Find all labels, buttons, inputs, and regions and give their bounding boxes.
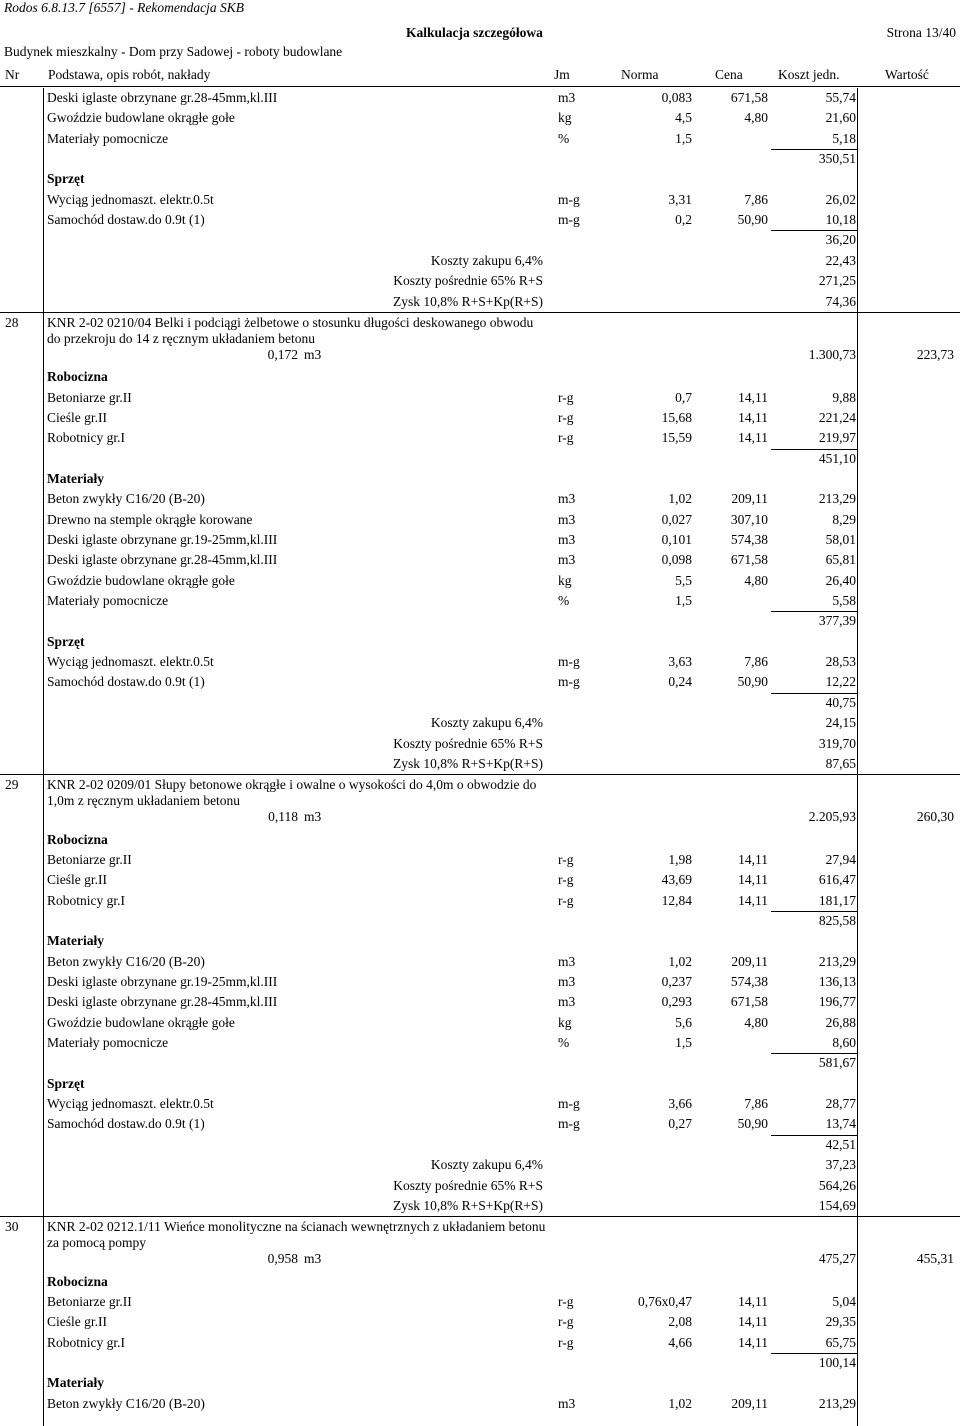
section-subtotal: 42,51 (825, 1137, 856, 1152)
resource-unit: % (558, 593, 570, 608)
resource-norm: 15,68 (661, 410, 692, 425)
resource-name: Wyciąg jednomaszt. elektr.0.5t (47, 192, 214, 207)
position-quantity-unit: m3 (304, 1251, 322, 1266)
resource-name: Wyciąg jednomaszt. elektr.0.5t (47, 654, 214, 669)
resource-unit: m3 (558, 974, 576, 989)
resource-norm: 0,24 (668, 674, 692, 689)
resource-cost: 8,60 (832, 1035, 856, 1050)
resource-name: Robotnicy gr.I (47, 430, 125, 445)
resource-norm: 0,101 (661, 532, 692, 547)
resource-name: Samochód dostaw.do 0.9t (1) (47, 674, 205, 689)
resource-cost: 28,77 (825, 1096, 856, 1111)
resource-price: 209,11 (731, 954, 768, 969)
section-label-materialy: Materiały (47, 471, 104, 486)
subtotal-border (771, 911, 858, 912)
resource-cost: 5,04 (832, 1294, 856, 1309)
resource-norm: 0,293 (661, 994, 692, 1009)
resource-price: 50,90 (737, 212, 768, 227)
resource-unit: m-g (558, 654, 580, 669)
resource-name: Robotnicy gr.I (47, 1335, 125, 1350)
col-cena: Cena (715, 67, 743, 82)
position-quantity-unit: m3 (304, 347, 322, 362)
section-subtotal: 451,10 (818, 451, 856, 466)
resource-cost: 213,29 (818, 1396, 856, 1411)
subtotal-border (771, 449, 858, 450)
position-quantity: 0,118 (268, 809, 298, 824)
header-divider (0, 86, 960, 87)
resource-unit: m3 (558, 1396, 576, 1411)
resource-name: Betoniarze gr.II (47, 1294, 132, 1309)
resource-unit: kg (558, 1015, 572, 1030)
resource-norm: 0,27 (668, 1116, 692, 1131)
resource-unit: kg (558, 110, 572, 125)
section-label-sprzet: Sprzęt (47, 634, 85, 649)
resource-cost: 26,02 (825, 192, 856, 207)
resource-cost: 13,74 (825, 1116, 856, 1131)
position-divider (0, 774, 960, 775)
section-subtotal: 40,75 (825, 695, 856, 710)
resource-name: Deski iglaste obrzynane gr.28-45mm,kl.III (47, 994, 278, 1009)
position-value: 223,73 (916, 347, 954, 362)
resource-norm: 3,31 (668, 192, 692, 207)
position-description: KNR 2-02 0210/04 Belki i podciągi żelbetowe o stosunku długości deskowanego obwodu do przekroju do 14 z ręcznym układaniem betonu (47, 315, 534, 346)
section-label-robocizna: Robocizna (47, 1274, 108, 1289)
resource-name: Drewno na stemple okrągłe korowane (47, 512, 253, 527)
col-jm: Jm (554, 67, 570, 82)
col-koszt-jedn: Koszt jedn. (778, 67, 840, 82)
resource-norm: 1,02 (668, 954, 692, 969)
resource-unit: r-g (558, 852, 574, 867)
resource-name: Gwoździe budowlane okrągłe gołe (47, 110, 235, 125)
resource-unit: m3 (558, 512, 576, 527)
resource-price: 671,58 (730, 90, 768, 105)
resource-price: 50,90 (737, 1116, 768, 1131)
resource-unit: m-g (558, 674, 580, 689)
resource-name: Materiały pomocnicze (47, 1035, 169, 1050)
section-label-materialy: Materiały (47, 933, 104, 948)
resource-cost: 136,13 (818, 974, 856, 989)
resource-name: Gwoździe budowlane okrągłe gołe (47, 1015, 235, 1030)
overhead-value: 22,43 (825, 253, 856, 268)
resource-unit: r-g (558, 1294, 574, 1309)
overhead-label: Koszty pośrednie 65% R+S (393, 273, 543, 288)
resource-price: 14,11 (738, 893, 768, 908)
overhead-label: Koszty zakupu 6,4% (430, 1157, 543, 1172)
resource-cost: 8,29 (832, 512, 856, 527)
overhead-label: Koszty zakupu 6,4% (430, 253, 543, 268)
resource-norm: 0,76x0,47 (638, 1294, 692, 1309)
position-divider (0, 312, 960, 313)
subtotal-border (771, 1135, 858, 1136)
table-left-border (43, 88, 44, 1426)
resource-cost: 65,81 (825, 552, 856, 567)
resource-unit: r-g (558, 872, 574, 887)
resource-cost: 58,01 (825, 532, 856, 547)
col-nr: Nr (5, 67, 20, 82)
resource-cost: 5,18 (832, 131, 856, 146)
position-description: KNR 2-02 0209/01 Słupy betonowe okrągłe i owalne o wysokości do 4,0m o obwodzie do 1,0m z ręcznym układaniem betonu (47, 777, 537, 808)
resource-unit: m3 (558, 552, 576, 567)
resource-cost: 27,94 (825, 852, 856, 867)
resource-name: Cieśle gr.II (47, 1314, 107, 1329)
section-subtotal: 581,67 (818, 1055, 856, 1070)
resource-cost: 9,88 (832, 390, 856, 405)
resource-norm: 1,5 (675, 593, 692, 608)
resource-unit: kg (558, 573, 572, 588)
resource-price: 14,11 (738, 1294, 768, 1309)
section-subtotal: 100,14 (818, 1355, 856, 1370)
resource-name: Beton zwykły C16/20 (B-20) (47, 491, 205, 506)
resource-cost: 10,18 (825, 212, 856, 227)
resource-norm: 5,6 (675, 1015, 692, 1030)
overhead-value: 319,70 (818, 736, 856, 751)
position-unit-cost: 475,27 (818, 1251, 856, 1266)
resource-unit: r-g (558, 410, 574, 425)
position-unit-cost: 2.205,93 (808, 809, 856, 824)
resource-name: Betoniarze gr.II (47, 852, 132, 867)
col-norma: Norma (621, 67, 659, 82)
resource-norm: 1,5 (675, 131, 692, 146)
resource-name: Gwoździe budowlane okrągłe gołe (47, 573, 235, 588)
position-unit-cost: 1.300,73 (808, 347, 856, 362)
subtotal-border (771, 611, 858, 612)
resource-norm: 1,02 (668, 491, 692, 506)
resource-unit: m-g (558, 1096, 580, 1111)
overhead-value: 87,65 (825, 756, 856, 771)
resource-norm: 15,59 (661, 430, 692, 445)
section-label-sprzet: Sprzęt (47, 1076, 85, 1091)
resource-norm: 2,08 (668, 1314, 692, 1329)
subtotal-border (771, 693, 858, 694)
resource-cost: 616,47 (818, 872, 856, 887)
resource-cost: 213,29 (818, 491, 856, 506)
resource-price: 4,80 (744, 573, 768, 588)
resource-price: 50,90 (737, 674, 768, 689)
resource-price: 209,11 (731, 1396, 768, 1411)
resource-name: Wyciąg jednomaszt. elektr.0.5t (47, 1096, 214, 1111)
position-number: 30 (5, 1219, 19, 1234)
resource-name: Deski iglaste obrzynane gr.19-25mm,kl.III (47, 974, 278, 989)
section-label-sprzet: Sprzęt (47, 171, 85, 186)
resource-unit: r-g (558, 1335, 574, 1350)
resource-name: Materiały pomocnicze (47, 593, 169, 608)
resource-price: 307,10 (730, 512, 768, 527)
col-description: Podstawa, opis robót, nakłady (48, 67, 211, 82)
section-subtotal: 36,20 (825, 232, 856, 247)
resource-norm: 43,69 (661, 872, 692, 887)
resource-price: 7,86 (744, 1096, 768, 1111)
overhead-value: 74,36 (825, 294, 856, 309)
position-quantity-unit: m3 (304, 809, 322, 824)
overhead-label: Zysk 10,8% R+S+Kp(R+S) (393, 294, 543, 309)
resource-norm: 0,027 (661, 512, 692, 527)
resource-price: 14,11 (738, 1335, 768, 1350)
resource-name: Betoniarze gr.II (47, 390, 132, 405)
resource-unit: m3 (558, 994, 576, 1009)
resource-norm: 0,2 (675, 212, 692, 227)
resource-name: Deski iglaste obrzynane gr.28-45mm,kl.III (47, 90, 278, 105)
resource-unit: m-g (558, 212, 580, 227)
resource-cost: 5,58 (832, 593, 856, 608)
app-version-label: Rodos 6.8.13.7 [6557] - Rekomendacja SKB (4, 0, 244, 15)
position-value: 455,31 (916, 1251, 954, 1266)
resource-price: 4,80 (744, 110, 768, 125)
resource-price: 671,58 (730, 994, 768, 1009)
resource-cost: 12,22 (825, 674, 856, 689)
resource-name: Deski iglaste obrzynane gr.28-45mm,kl.III (47, 552, 278, 567)
overhead-label: Koszty pośrednie 65% R+S (393, 736, 543, 751)
section-label-robocizna: Robocizna (47, 832, 108, 847)
resource-unit: m3 (558, 90, 576, 105)
resource-cost: 28,53 (825, 654, 856, 669)
overhead-label: Zysk 10,8% R+S+Kp(R+S) (393, 1198, 543, 1213)
resource-price: 14,11 (738, 852, 768, 867)
resource-name: Cieśle gr.II (47, 410, 107, 425)
overhead-value: 24,15 (825, 715, 856, 730)
resource-unit: m-g (558, 1116, 580, 1131)
section-subtotal: 825,58 (818, 913, 856, 928)
overhead-label: Koszty pośrednie 65% R+S (393, 1178, 543, 1193)
overhead-value: 271,25 (818, 273, 856, 288)
resource-norm: 5,5 (675, 573, 692, 588)
position-divider (0, 1216, 960, 1217)
resource-cost: 29,35 (825, 1314, 856, 1329)
resource-unit: r-g (558, 1314, 574, 1329)
resource-price: 7,86 (744, 654, 768, 669)
resource-price: 574,38 (730, 974, 768, 989)
overhead-value: 564,26 (818, 1178, 856, 1193)
resource-norm: 0,237 (661, 974, 692, 989)
position-quantity: 0,172 (267, 347, 298, 362)
resource-norm: 4,5 (675, 110, 692, 125)
resource-norm: 12,84 (661, 893, 692, 908)
position-number: 29 (5, 777, 19, 792)
resource-unit: m3 (558, 532, 576, 547)
resource-unit: m3 (558, 954, 576, 969)
subtotal-border (771, 149, 858, 150)
resource-name: Robotnicy gr.I (47, 893, 125, 908)
overhead-label: Koszty zakupu 6,4% (430, 715, 543, 730)
resource-cost: 65,75 (825, 1335, 856, 1350)
resource-unit: r-g (558, 893, 574, 908)
section-label-robocizna: Robocizna (47, 369, 108, 384)
resource-price: 14,11 (738, 430, 768, 445)
resource-price: 574,38 (730, 532, 768, 547)
resource-cost: 219,97 (818, 430, 856, 445)
position-quantity: 0,958 (267, 1251, 298, 1266)
resource-norm: 3,66 (668, 1096, 692, 1111)
resource-name: Materiały pomocnicze (47, 131, 169, 146)
resource-unit: m-g (558, 192, 580, 207)
resource-unit: r-g (558, 430, 574, 445)
resource-unit: % (558, 131, 570, 146)
resource-price: 14,11 (738, 1314, 768, 1329)
resource-price: 14,11 (738, 872, 768, 887)
resource-norm: 1,02 (668, 1396, 692, 1411)
resource-price: 209,11 (731, 491, 768, 506)
cost-column-right-border (857, 88, 858, 1426)
page-number: Strona 13/40 (886, 25, 956, 40)
resource-price: 14,11 (738, 390, 768, 405)
resource-price: 14,11 (738, 410, 768, 425)
resource-name: Samochód dostaw.do 0.9t (1) (47, 212, 205, 227)
resource-unit: m3 (558, 491, 576, 506)
resource-cost: 26,40 (825, 573, 856, 588)
section-subtotal: 350,51 (818, 151, 856, 166)
resource-cost: 55,74 (825, 90, 856, 105)
resource-norm: 1,5 (675, 1035, 692, 1050)
resource-norm: 0,098 (661, 552, 692, 567)
resource-norm: 1,98 (668, 852, 692, 867)
resource-unit: r-g (558, 390, 574, 405)
resource-norm: 0,7 (675, 390, 692, 405)
resource-cost: 21,60 (825, 110, 856, 125)
resource-price: 671,58 (730, 552, 768, 567)
position-value: 260,30 (916, 809, 954, 824)
subtotal-border (771, 1053, 858, 1054)
page-title: Kalkulacja szczegółowa (406, 25, 543, 40)
resource-name: Cieśle gr.II (47, 872, 107, 887)
subtotal-border (771, 1353, 858, 1354)
section-subtotal: 377,39 (818, 613, 856, 628)
resource-cost: 181,17 (818, 893, 856, 908)
position-description: KNR 2-02 0212.1/11 Wieńce monolityczne na ścianach wewnętrznych z układaniem betonu za pomocą pompy (47, 1219, 546, 1250)
resource-cost: 196,77 (818, 994, 856, 1009)
building-name: Budynek mieszkalny - Dom przy Sadowej - roboty budowlane (4, 44, 343, 59)
subtotal-border (771, 230, 858, 231)
overhead-value: 154,69 (818, 1198, 856, 1213)
resource-norm: 0,083 (661, 90, 692, 105)
overhead-label: Zysk 10,8% R+S+Kp(R+S) (393, 756, 543, 771)
resource-price: 4,80 (744, 1015, 768, 1030)
resource-unit: % (558, 1035, 570, 1050)
resource-price: 7,86 (744, 192, 768, 207)
resource-name: Beton zwykły C16/20 (B-20) (47, 1396, 205, 1411)
resource-name: Samochód dostaw.do 0.9t (1) (47, 1116, 205, 1131)
resource-cost: 26,88 (825, 1015, 856, 1030)
position-number: 28 (5, 315, 19, 330)
resource-cost: 221,24 (818, 410, 856, 425)
resource-norm: 4,66 (668, 1335, 692, 1350)
col-wartosc: Wartość (885, 67, 929, 82)
overhead-value: 37,23 (825, 1157, 856, 1172)
resource-cost: 213,29 (818, 954, 856, 969)
section-label-materialy: Materiały (47, 1375, 104, 1390)
resource-name: Beton zwykły C16/20 (B-20) (47, 954, 205, 969)
resource-name: Deski iglaste obrzynane gr.19-25mm,kl.III (47, 532, 278, 547)
resource-norm: 3,63 (668, 654, 692, 669)
